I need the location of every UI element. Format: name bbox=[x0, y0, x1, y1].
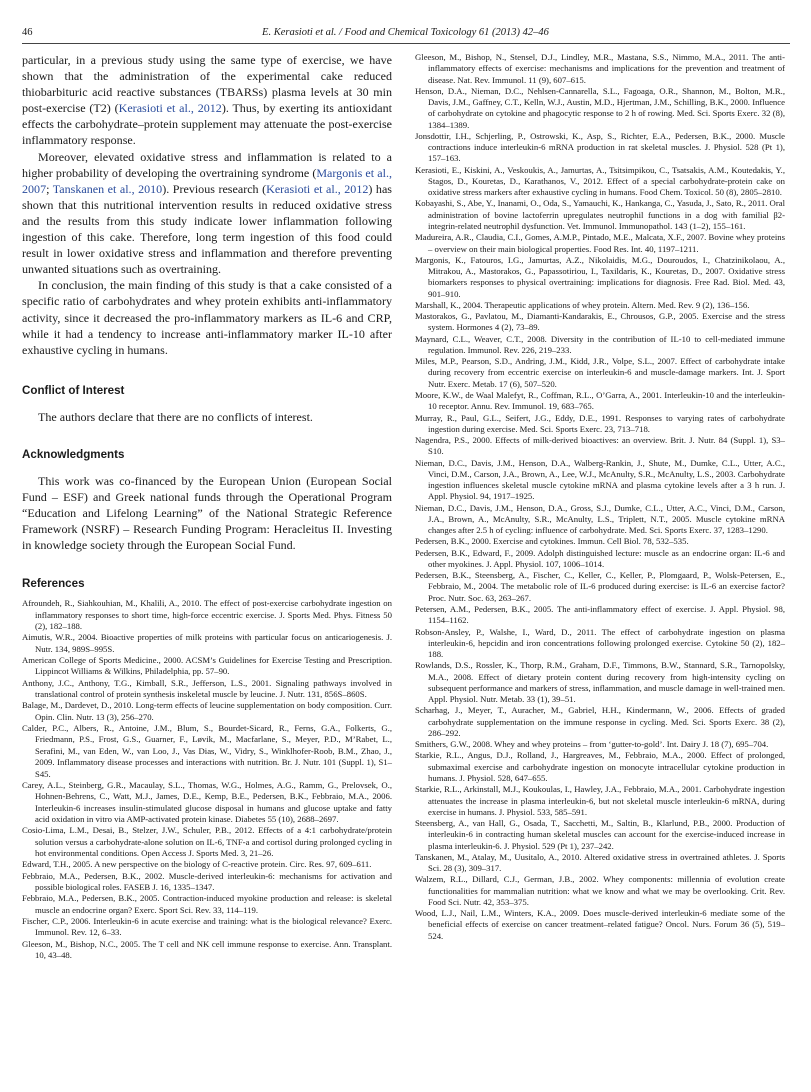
reference-item: Wood, L.J., Nail, L.M., Winters, K.A., 2009. Does muscle-derived interleukin-6 mediate some of the beneficial effects of exercise on cancer treatment–related fatigue? Oncol. Nurs. Forum 36 (5), 519–524. bbox=[415, 908, 785, 941]
conflict-heading: Conflict of Interest bbox=[22, 383, 125, 397]
reference-item: Steensberg, A., van Hall, G., Osada, T., Sacchetti, M., Saltin, B., Klarlund, P.B., 2000. Production of interleukin-6 in contracting human skeletal muscles can account for the exercise-induced increase in plasma interleukin-6. J. Physiol. 529 (Pt 1), 237–242. bbox=[415, 818, 785, 851]
references-list-right bbox=[415, 52, 785, 942]
reference-item: Moore, K.W., de Waal Malefyt, R., Coffman, R.L., O’Garra, A., 2001. Interleukin-10 and the interleukin-10 receptor. Annu. Rev. Immunol. 19, 683–765. bbox=[415, 389, 785, 412]
reference-item: Gleeson, M., Bishop, N.C., 2005. The T cell and NK cell immune response to exercise. Ann. Transplant. 10, 43–48. bbox=[22, 938, 392, 960]
conclusion-paragraph: In conclusion, the main finding of this study is that a cake consisted of a specific ratio of carbohydrates and whey protein exhibits anti-inflammatory activity, since it decreased the pro-inflammatory markers as IL-6 and CRP, while it had a tendency to increase anti-inflammatory marker IL-10 after exhaustive cycling in humans. bbox=[22, 278, 392, 357]
reference-item: Petersen, A.M., Pedersen, B.K., 2005. The anti-inflammatory effect of exercise. J. Appl. Physiol. 98, 1154–1162. bbox=[415, 604, 785, 626]
reference-item: Margonis, K., Fatouros, I.G., Jamurtas, A.Z., Nikolaidis, M.G., Douroudos, I., Chatzinikolaou, A., Mitrakou, A., Mastorakos, G., Papassotiriou, I., Taxildaris, K., Kouretas, D., 2007. Oxidative stress biomarkers responses to physical overtraining: implications for diagnosis. Free Rad. Biol. Med. 43, 901–910. bbox=[415, 254, 785, 299]
text-run: particular, in a previous study using the same type of exercise, we have shown that the administration of the experimental cake reduced thiobarbituric acid reactive substances (TBARSs) plasma levels at 30 min post-exercise (T2) ( bbox=[22, 53, 392, 116]
reference-item: Maynard, C.L., Weaver, C.T., 2008. Diversity in the contribution of IL-10 to cell-mediated immune regulation. Immunol. Rev. 226, 219–233. bbox=[415, 333, 785, 355]
citation-link[interactable]: Tanskanen et al., 2010 bbox=[52, 181, 163, 196]
citation-link[interactable]: Margonis et al., 2007 bbox=[22, 165, 392, 196]
reference-item: Calder, P.C., Albers, R., Antoine, J.M., Blum, S., Bourdet-Sicard, R., Ferns, G.A., Folkerts, G., Friedmann, P.S., Frost, G.S., Guarner, F., Løvik, M., Macfarlane, S., Meyer, P.D., M’Rabet, L., Serafini, M., van Eden, W., van Loo, J., Vas Dias, W., Vidry, S., Winklhofer-Roob, B.M., Zhao, J., 2009. Inflammatory disease processes and interactions with nutrition. Br. J. Nutr. 101 (Suppl. 1), S1–S45. bbox=[22, 723, 392, 779]
reference-item: Mastorakos, G., Pavlatou, M., Diamanti-Kandarakis, E., Chrousos, G.P., 2005. Exercise and the stress system. Hormones 4 (2), 73–89. bbox=[415, 311, 785, 333]
reference-item: Robson-Ansley, P., Walshe, I., Ward, D., 2011. The effect of carbohydrate ingestion on plasma interleukin-6, hepcidin and iron concentrations following prolonged exercise. Cytokine 50 (2), 182–188. bbox=[415, 626, 785, 660]
reference-item: Marshall, K., 2004. Therapeutic applications of whey protein. Altern. Med. Rev. 9 (2), 136–156. bbox=[415, 299, 750, 310]
reference-item: Madureira, A.R., Claudia, C.I., Gomes, A.M.P., Pintado, M.E., Malcata, X.F., 2007. Bovine whey proteins – overview on their main biological properties. Food Res. Int. 40, 1197–1211. bbox=[415, 232, 785, 254]
text-run: Moreover, elevated oxidative stress and inflammation is related to a higher probability of developing the overtraining syndrome ( bbox=[22, 149, 392, 180]
text-run: ). Previous research ( bbox=[162, 181, 267, 196]
reference-item: Scharhag, J., Meyer, T., Auracher, M., Gabriel, H.H., Kindermann, W., 2006. Effects of graded carbohydrate supplementation on the immune response in cycling. Med. Sci. Sports Exerc. 38 (2), 286–292. bbox=[415, 705, 785, 738]
reference-item: Walzem, R.L., Dillard, C.J., German, J.B., 2002. Whey components: millennia of evolution create functionalities for mammalian nutrition: what we know and what we may be overlooking. Crit. Rev. Food Sci. Nutr. 42, 353–375. bbox=[415, 874, 785, 907]
reference-item: Pedersen, B.K., Edward, F., 2009. Adolph distinguished lecture: muscle as an endocrine organ: IL-6 and other myokines. J. Appl. Physiol. 107, 1006–1014. bbox=[415, 547, 785, 569]
text-run: ) has shown that this nutritional intervention results in reduced oxidative stress and the results from this study indicate lower inflammation following ingestion of this cake. Therefore, long term ingestion of this food could result in lower oxidative stress and inflammation and therefore preventing unwanted situations such as overtraining. bbox=[22, 181, 392, 277]
reference-item: Kobayashi, S., Abe, Y., Inanami, O., Oda, S., Yamauchi, K., Hankanga, C., Yasuda, J., Sato, R., 2011. Oral administration of bovine lactoferrin upregulates neutrophil functions in a dog with familial β2-integrin-related neutrophil dysfunction. Vet. Immunol. Immunopathol. 143 (1–2), 155–161. bbox=[415, 198, 785, 231]
reference-item: Rowlands, D.S., Rossler, K., Thorp, R.M., Graham, D.F., Timmons, B.W., Stannard, S.R., Tarnopolsky, M.A., 2008. Effect of dietary protein content during recovery from high-intensity cycling on subsequent performance and markers of stress, inflammation, and muscle damage in well-trained men. Appl. Physiol. Nutr. Metab. 33 (1), 39–51. bbox=[415, 660, 785, 705]
reference-item: Carey, A.L., Steinberg, G.R., Macaulay, S.L., Thomas, W.G., Holmes, A.G., Ramm, G., Prelovsek, O., Hohnen-Behrens, C., Watt, M.J., James, D.E., Kemp, B.E., Pedersen, B.K., Febbraio, M.A., 2006. Interleukin-6 increases insulin-stimulated glucose disposal in humans and glucose uptake and fatty acid oxidation in vitro via AMP-activated protein kinase. Diabetes 55 (10), 2688–2697. bbox=[22, 779, 392, 824]
text-run: ; bbox=[46, 181, 53, 196]
reference-item: Murray, R., Paul, G.L., Seifert, J.G., Eddy, D.E., 1991. Responses to varying rates of carbohydrate ingestion during exercise. Med. Sci. Sports Exerc. 23, 713–718. bbox=[415, 412, 785, 434]
discussion-paragraph-1 bbox=[22, 52, 392, 149]
text-run: ). Thus, by exerting its antioxidant effects the carbohydrate–protein supplement may attenuate the post-exercise inflammatory response. bbox=[22, 101, 392, 148]
reference-item: Smithers, G.W., 2008. Whey and whey proteins – from ‘gutter-to-gold’. Int. Dairy J. 18 (7), 695–704. bbox=[415, 739, 769, 750]
reference-item: Edward, T.H., 2005. A new perspective on the biology of C-reactive protein. Circ. Res. 97, 609–611. bbox=[22, 859, 372, 870]
acknowledgments-text: This work was co-financed by the European Union (European Social Fund – ESF) and Greek national funds through the Operational Program “Education and Lifelong Learning” of the National Strategic Reference Framework (NSRF) – Research Funding Program: Heracleitus II. Investing in knowledge society through the European Social Fund. bbox=[22, 473, 392, 553]
citation-link[interactable]: Kerasioti et al., 2012 bbox=[266, 181, 369, 196]
conflict-text: The authors declare that there are no conflicts of interest. bbox=[38, 409, 313, 424]
page-number: 46 bbox=[22, 27, 33, 38]
reference-item: Cosio-Lima, L.M., Desai, B., Stelzer, J.W., Schuler, P.B., 2012. Effects of a 4:1 carbohydrate/protein solution versus a carbohydrate-alone solution on IL-6, TNF-a and cortisol during prolonged cycling in hot environmental conditions. Open Access J. Sports Med. 3, 21–26. bbox=[22, 825, 392, 858]
running-head: E. Kerasioti et al. / Food and Chemical Toxicology 61 (2013) 42–46 bbox=[262, 27, 549, 38]
references-heading: References bbox=[22, 577, 85, 591]
reference-item: American College of Sports Medicine., 2000. ACSM’s Guidelines for Exercise Testing and Prescription. Lippincot Williams & Wilkins, Philadelphia, pp. 57–90. bbox=[22, 655, 392, 677]
reference-item: Aimutis, W.R., 2004. Bioactive properties of milk proteins with particular focus on anticariogenesis. J. Nutr. 134, 989S–995S. bbox=[22, 632, 392, 654]
discussion-paragraph-2 bbox=[22, 149, 392, 278]
reference-item: Jonsdottir, I.H., Schjerling, P., Ostrowski, K., Asp, S., Richter, E.A., Pedersen, B.K., 2000. Muscle contractions induce interleukin-6 mRNA production in rat skeletal muscles. J. Physiol. 528 (Pt 1), 157–163. bbox=[415, 130, 785, 164]
header-rule bbox=[22, 43, 790, 44]
reference-item: Fischer, C.P., 2006. Interleukin-6 in acute exercise and training: what is the biological relevance? Exerc. Immunol. Rev. 12, 6–33. bbox=[22, 915, 392, 938]
left-column bbox=[22, 52, 392, 961]
citation-link[interactable]: Kerasioti et al., 2012 bbox=[118, 101, 222, 116]
reference-item: Anthony, J.C., Anthony, T.G., Kimball, S.R., Jefferson, L.S., 2001. Signaling pathways involved in translational control of protein synthesis inskeletal muscle by leucine. J. Nutr. 131, 856S–860S. bbox=[22, 677, 392, 700]
references-list-left bbox=[22, 598, 392, 961]
reference-item: Kerasioti, E., Kiskini, A., Veskoukis, A., Jamurtas, A., Tsitsimpikou, C., Tsatsakis, A.M., Koutedakis, Y., Stagos, D., Kouretas, D., Karathanos, V., 2012. Effect of a special carbohydrate-protein cake on oxidative stress markers after exhaustive cycling in humans. Food Chem. Toxicol. 50 (8), 2805–2810. bbox=[415, 164, 785, 198]
reference-item: Febbraio, M.A., Pedersen, B.K., 2002. Muscle-derived interleukin-6: mechanisms for activation and possible biological roles. FASEB J. 16, 1335–1347. bbox=[22, 870, 392, 892]
reference-item: Tanskanen, M., Atalay, M., Uusitalo, A., 2010. Altered oxidative stress in overtrained athletes. J. Sports Sci. 28 (3), 309–317. bbox=[415, 851, 785, 874]
right-column bbox=[415, 52, 785, 942]
acknowledgments-heading: Acknowledgments bbox=[22, 447, 125, 461]
reference-item: Febbraio, M.A., Pedersen, B.K., 2005. Contraction-induced myokine production and release: is skeletal muscle an endocrine organ? Exerc. Sport Sci. Rev. 33, 114–119. bbox=[22, 893, 392, 915]
reference-item: Starkie, R.L., Arkinstall, M.J., Koukoulas, I., Hawley, J.A., Febbraio, M.A., 2001. Carbohydrate ingestion attenuates the increase in plasma interleukin-6, but not skeletal muscle interleukin-6 mRNA, during exercise in humans. J. Physiol. 533, 585–591. bbox=[415, 784, 785, 817]
reference-item: Starkie, R.L., Angus, D.J., Rolland, J., Hargreaves, M., Febbraio, M.A., 2000. Effect of prolonged, submaximal exercise and carbohydrate ingestion on monocyte intracellular cytokine production in humans. J. Physiol. 528, 647–655. bbox=[415, 750, 785, 783]
reference-item: Nagendra, P.S., 2000. Effects of milk-derived bioactives: an overview. Brit. J. Nutr. 84 (Suppl. 1), S3–S10. bbox=[415, 435, 785, 457]
reference-item: Balage, M., Dardevet, D., 2010. Long-term effects of leucine supplementation on body composition. Curr. Opin. Clin. Nutr. 13 (3), 256–270. bbox=[22, 700, 392, 722]
reference-item: Henson, D.A., Nieman, D.C., Nehlsen-Cannarella, S.L., Fagoaga, O.R., Shannon, M., Bolton, M.R., Davis, J.M., Gaffney, C.T., Kelln, W.J., Austin, M.D., Hjertman, J.M., Schilling, B.K., 2000. Influence of carbohydrate on cytokine and phagocytic response to 2 h of rowing. Med. Sci. Sports Exerc. 32 (8), 1384–1389. bbox=[415, 85, 785, 130]
reference-item: Afroundeh, R., Siahkouhian, M., Khalili, A., 2010. The effect of post-exercise carbohydrate ingestion on inflammatory responses to short time, high-force eccentric exercise. J. Sports Med. Phys. Fitness 50 (2), 182–188. bbox=[22, 598, 392, 632]
reference-item: Gleeson, M., Bishop, N., Stensel, D.J., Lindley, M.R., Mastana, S.S., Nimmo, M.A., 2011. The anti-inflammatory effects of exercise: mechanisms and implications for the prevention and treatment of disease. Nat. Rev. Immunol. 11 (9), 607–615. bbox=[415, 52, 785, 85]
reference-item: Miles, M.P., Pearson, S.D., Andring, J.M., Kidd, J.R., Volpe, S.L., 2007. Effect of carbohydrate intake during recovery from eccentric exercise on interleukin-6 and muscle-damage markers. Int. J. Sport Nutr. Exerc. Metab. 17 (6), 507–520. bbox=[415, 356, 785, 389]
reference-item: Pedersen, B.K., 2000. Exercise and cytokines. Immun. Cell Biol. 78, 532–535. bbox=[415, 536, 689, 547]
reference-item: Nieman, D.C., Davis, J.M., Henson, D.A., Walberg-Rankin, J., Shute, M., Dumke, C.L., Utter, A.C., Vinci, D.M., Carson, J.A., Brown, A., Lee, W.J., McAnulty, S.R., McAnulty, L.S., 2003. Carbohydrate ingestion influences skeletal muscle cytokine mRNA and plasma cytokine levels after a 3 h run. J. Appl. Physiol. 94, 1917–1925. bbox=[415, 457, 785, 502]
reference-item: Pedersen, B.K., Steensberg, A., Fischer, C., Keller, C., Keller, P., Plomgaard, P., Wolsk-Petersen, E., Febbraio, M., 2004. The metabolic role of IL-6 produced during exercise: is IL-6 an exercise factor? Proc. Nutr. Soc. 63, 263–267. bbox=[415, 570, 785, 603]
reference-item: Nieman, D.C., Davis, J.M., Henson, D.A., Gross, S.J., Dumke, C.L., Utter, A.C., Vinci, D.M., Carson, J.A., Brown, A., McAnulty, S.R., McAnulty, L.S., Triplett, N.T., 2005. Muscle cytokine mRNA changes after 2.5 h of cycling: influence of carbohydrate. Med. Sci. Sports Exerc. 37, 1283–1290. bbox=[415, 502, 785, 536]
